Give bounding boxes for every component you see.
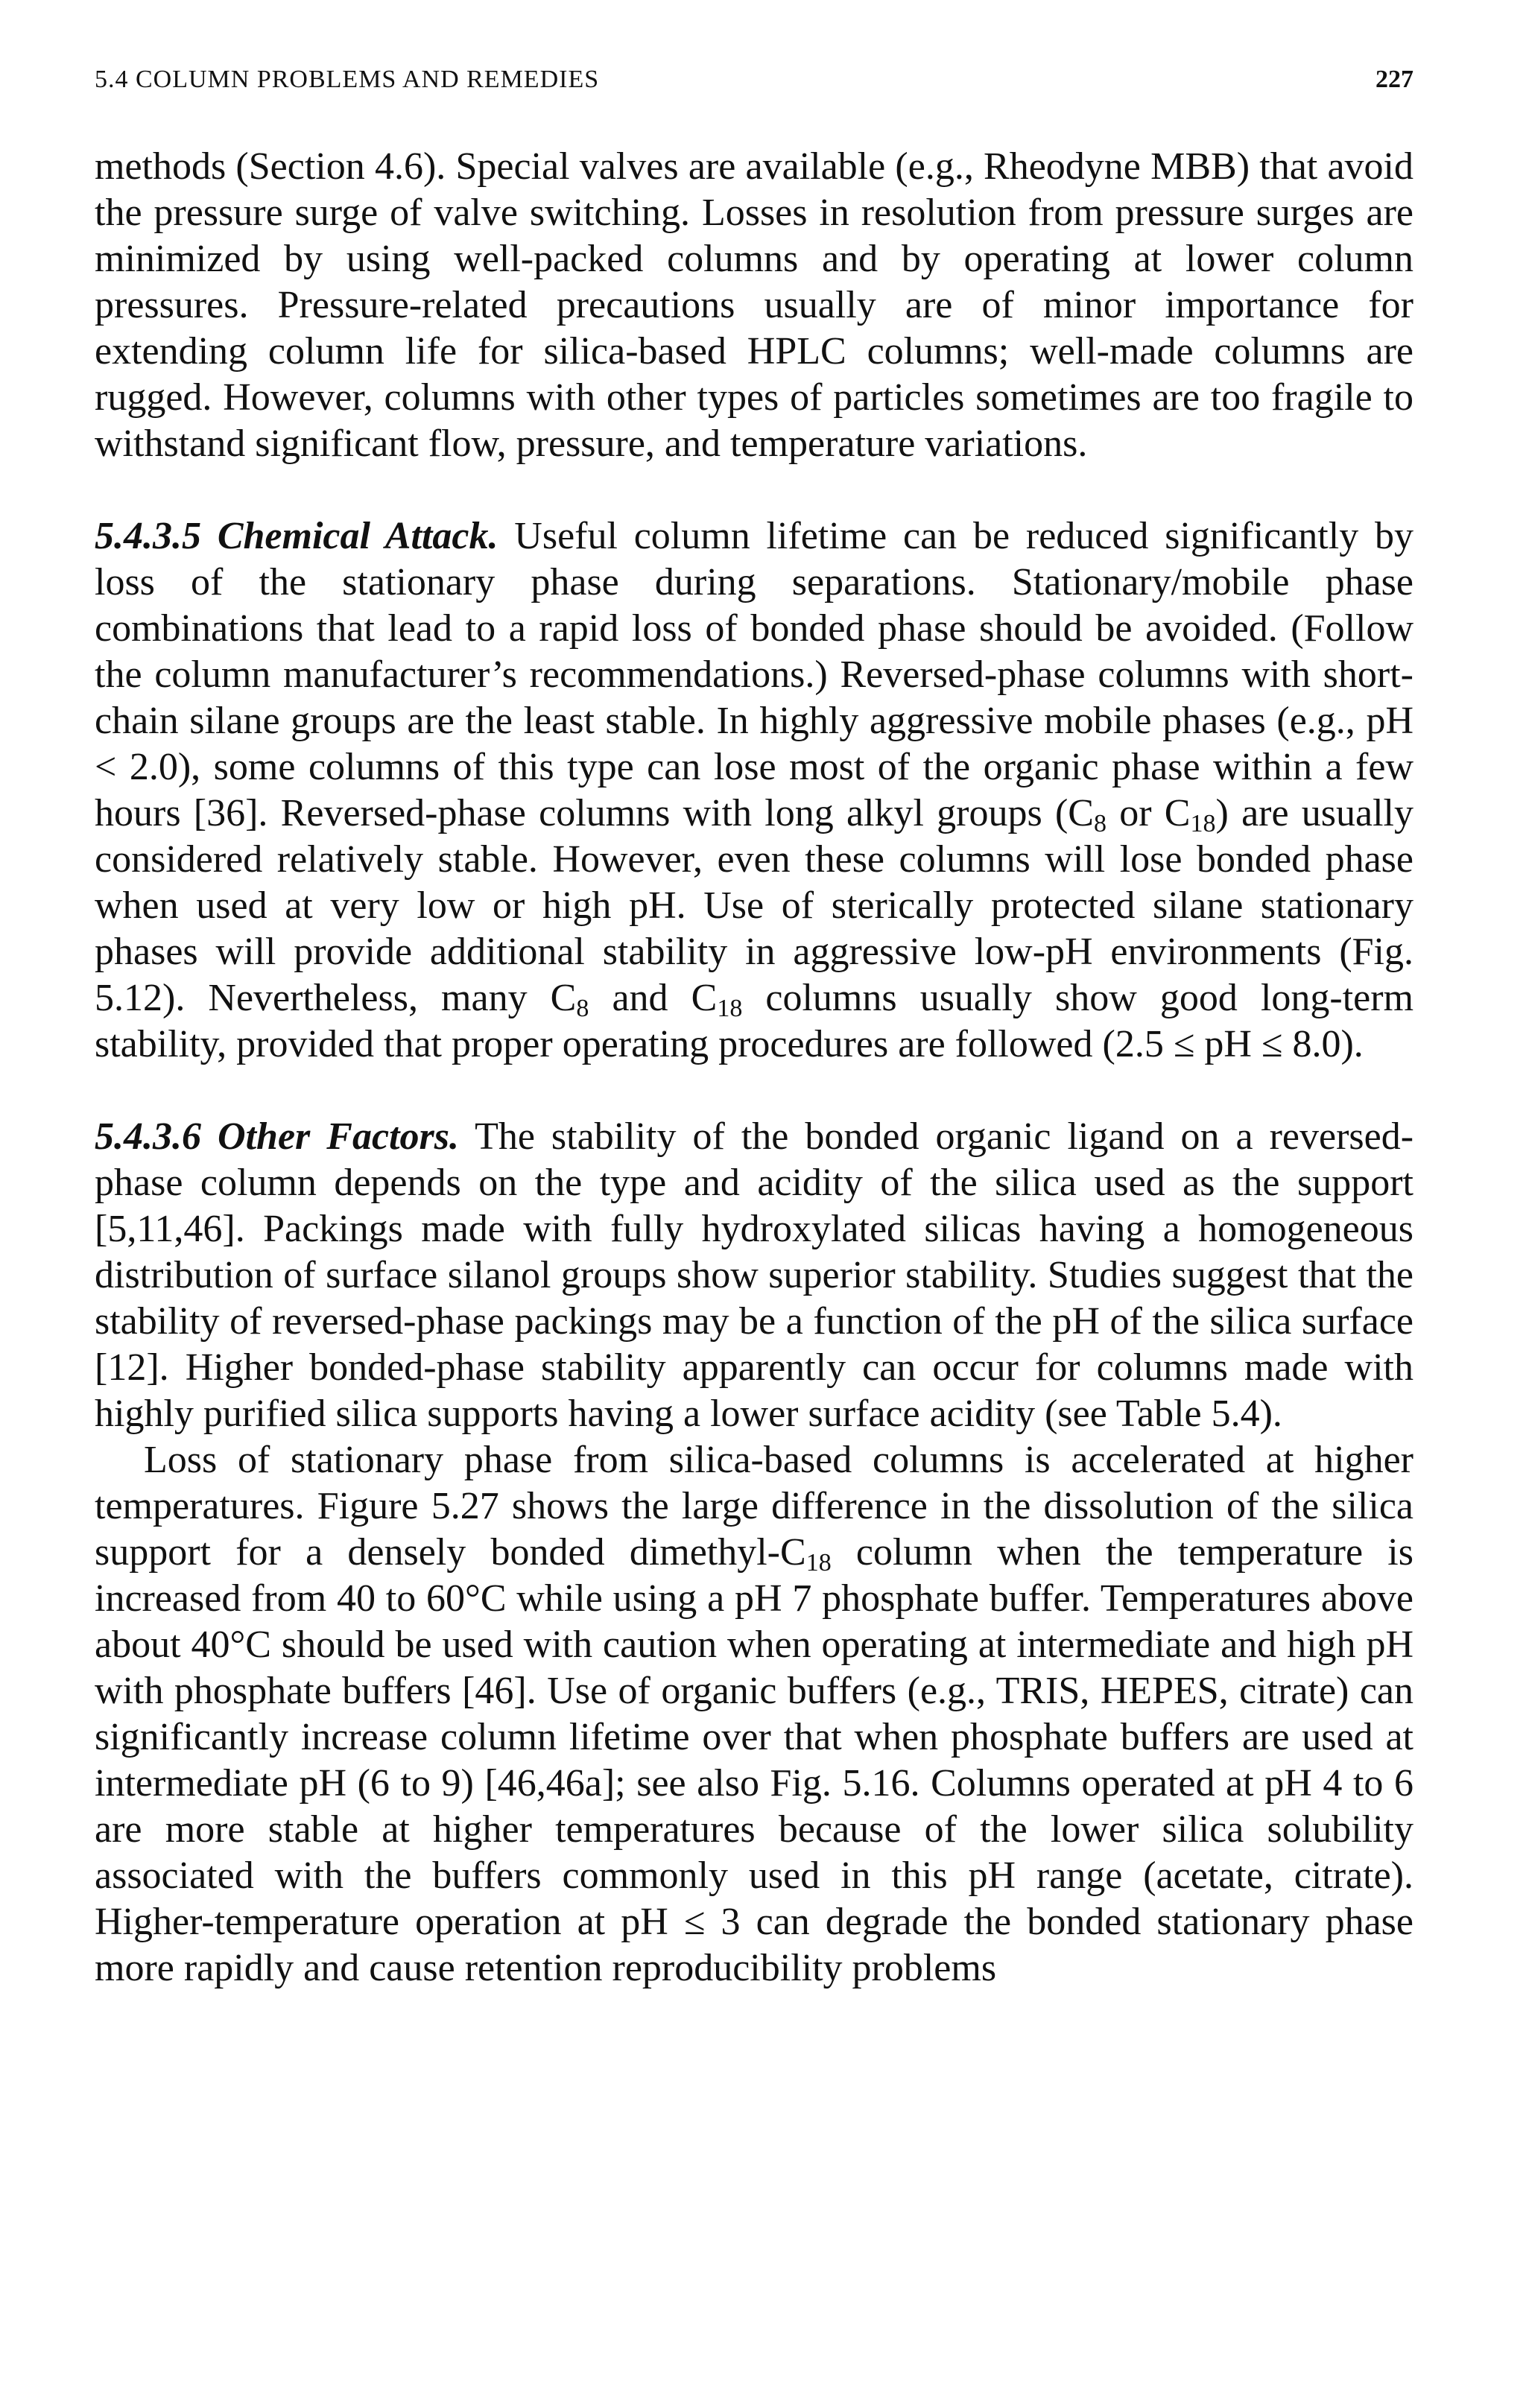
section-number: 5.4.3.5 [95, 515, 201, 557]
text-run: or C [1106, 792, 1191, 834]
subscript: 18 [805, 1549, 832, 1577]
text-run: ) are usually considered relatively stable. However, even these columns will lose bonded phase when used at very low or high pH. Use of sterically protected silane stationary phases will provide additional stability in aggressive low-pH environments (Fig. 5.12). Nevertheless, many C [95, 792, 1413, 1019]
section-number: 5.4.3.6 [95, 1115, 201, 1158]
section-header: 5.4 COLUMN PROBLEMS AND REMEDIES [95, 66, 600, 93]
text-run: Useful column lifetime can be reduced significantly by loss of the stationary phase during separations. Stationary/mobile phase combinations that lead to a rapid loss of bonded phase should be avoided. (Follow the column manufacturer’s recommendations.) Reversed-phase columns with short-chain silane groups are the least stable. In highly aggressive mobile phases (e.g., pH < 2.0), some columns of this type can lose most of the organic phase within a few hours [36]. Reversed-phase columns with long alkyl groups (C [95, 515, 1413, 834]
paragraph-pressure-precautions: methods (Section 4.6). Special valves are available (e.g., Rheodyne MBB) that avoid the pressure surge of valve switching. Losses in resolution from pressure surges are minimized by using well-packed columns and by operating at lower column pressures. Pressure-related precautions usually are of minor importance for extending column life for silica-based HPLC columns; well-made columns are rugged. However, columns with other types of particles sometimes are too fragile to withstand significant flow, pressure, and temperature variations. [95, 145, 1413, 465]
text-run: The stability of the bonded organic ligand on a reversed-phase column depends on the type and acidity of the silica used as the support [5,11,46]. Packings made with fully hydroxylated silicas having a homogeneous distribution of surface silanol groups show superior stability. Studies suggest that the stability of reversed-phase packings may be a function of the pH of the silica surface [12]. Higher bonded-phase stability apparently can occur for columns made with highly purified silica supports having a lower surface acidity (see Table 5.4). [95, 1115, 1414, 1435]
subscript: 8 [1094, 810, 1106, 837]
book-page [95, 66, 1413, 1992]
paragraph-chemical-attack [95, 513, 1413, 1068]
running-head [95, 66, 1413, 110]
page-number: 227 [1375, 66, 1413, 93]
text-run: column when the temperature is increased from 40 to 60°C while using a pH 7 phosphate buffer. Temperatures above about 40°C should be used with caution when operating at intermediate and high pH with phosphate buffers [46]. Use of organic buffers (e.g., TRIS, HEPES, citrate) can significantly increase column lifetime over that when phosphate buffers are used at intermediate pH (6 to 9) [46,46a]; see also Fig. 5.16. Columns operated at pH 4 to 6 are more stable at higher temperatures because of the lower silica solubility associated with the buffers commonly used in this pH range (acetate, citrate). Higher-temperature operation at pH ≤ 3 can degrade the bonded stationary phase more rapidly and cause retention reproducibility problems [95, 1531, 1413, 1989]
subscript: 18 [717, 995, 743, 1022]
section-title-other-factors: Other Factors. [218, 1115, 459, 1158]
paragraph-other-factors [95, 1114, 1413, 1437]
subscript: 8 [576, 995, 589, 1022]
paragraph-temperature-effects [95, 1437, 1413, 1992]
body-text [95, 144, 1413, 1992]
text-run: Loss of stationary phase from silica-based columns is accelerated at higher temperatures. Figure 5.27 shows the large difference in the dissolution of the silica support for a densely bonded dimethyl-C [95, 1439, 1413, 1574]
section-title-chemical-attack: Chemical Attack. [217, 515, 498, 557]
subscript: 18 [1190, 810, 1216, 837]
text-run: columns usually show good long-term stability, provided that proper operating procedures are followed (2.5 ≤ pH ≤ 8.0). [95, 977, 1414, 1065]
text-run: and C [589, 977, 718, 1019]
